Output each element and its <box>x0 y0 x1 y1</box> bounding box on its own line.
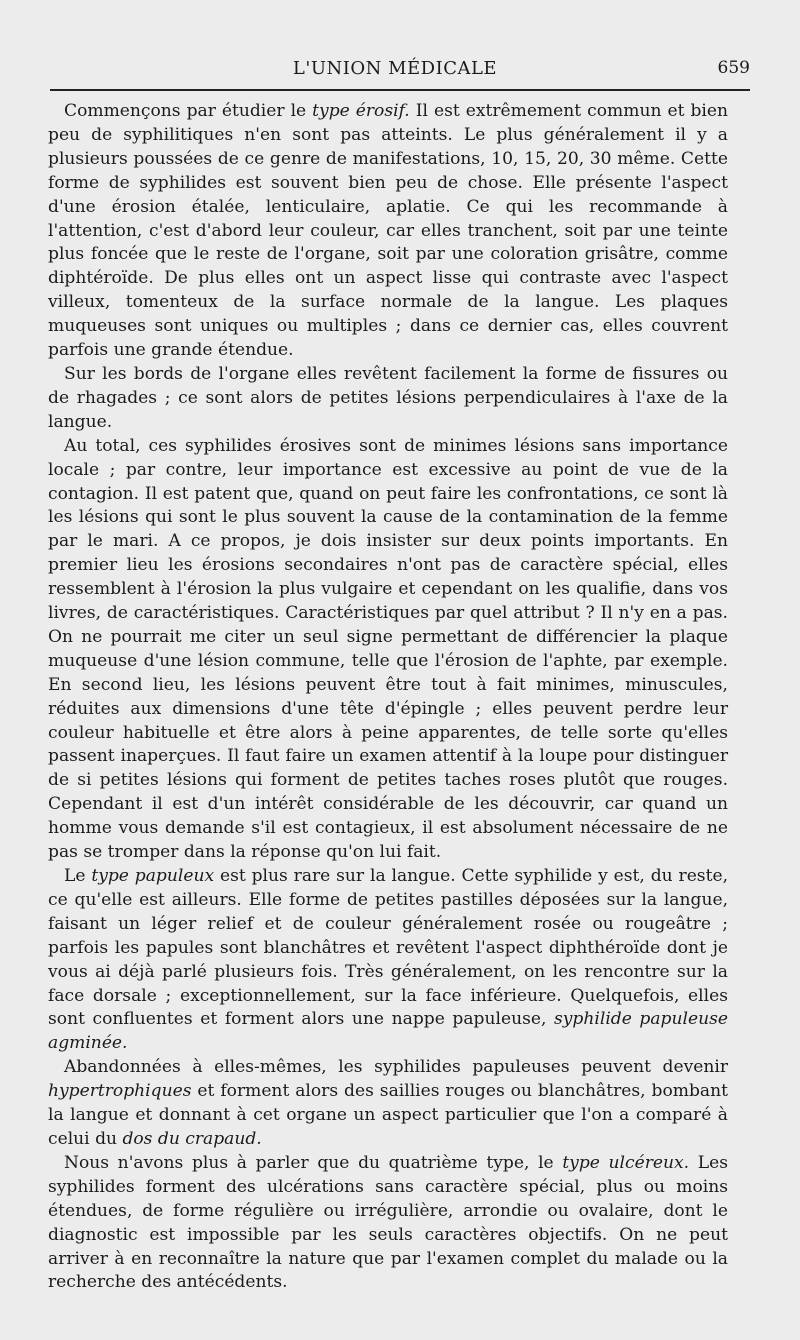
text-run: Sur les bords de l'organe elles revêtent facilement la forme de fissures ou de rhagades ; ce sont alors de petites lésions perpendiculaires à l'axe de la langue. <box>48 363 728 432</box>
header-rule <box>50 89 750 91</box>
italic-term: dos du crapaud. <box>122 1128 262 1149</box>
running-header <box>50 58 750 88</box>
paragraph <box>48 100 728 363</box>
text-run: Il est extrêmement commun et bien peu de syphilitiques n'en sont pas atteints. Le plus généralement il y a plusieurs poussées de ce genre de manifestations, 10, 15, 20, 30 même. Cette forme de syphilides est souvent bien peu de chose. Elle présente l'aspect d'une érosion étalée, lenticulaire, aplatie. Ce qui les recommande à l'attention, c'est d'abord leur couleur, car elles tranchent, soit par une teinte plus foncée que le reste de l'organe, soit par une coloration grisâtre, comme diphtéroïde. De plus elles ont un aspect lisse qui contraste avec l'aspect villeux, tomenteux de la surface normale de la langue. Les plaques muqueuses sont uniques ou multiples ; dans ce dernier cas, elles couvrent parfois une grande étendue. <box>48 101 729 361</box>
italic-term: type érosif. <box>312 101 410 121</box>
text-run: Commençons par étudier le <box>64 101 313 121</box>
text-run: et forment alors des saillies rouges ou blanchâtres, bombant la langue et donnant à cet organe un aspect particulier que l'on a comparé à celui du <box>48 1081 728 1149</box>
text-run: Les syphilides forment des ulcérations sans caractère spécial, plus ou moins étendues, de forme régulière ou irrégulière, arrondie ou ovalaire, dont le diagnostic est impossible par les seuls caractères objectifs. On ne peut arriver à en reconnaître la nature que par l'examen complet du malade ou la recherche des antécédents. <box>48 1152 728 1293</box>
journal-title: L'UNION MÉDICALE <box>292 58 498 79</box>
italic-term: type papuleux <box>91 866 215 886</box>
text-run: Abandonnées à elles-mêmes, les syphilides papuleuses peuvent devenir <box>64 1057 728 1078</box>
text-run: Le <box>64 866 92 886</box>
paragraph <box>48 435 728 865</box>
paragraph <box>48 1056 728 1152</box>
italic-term: hypertrophiques <box>48 1081 192 1102</box>
paragraph <box>48 1152 728 1295</box>
paragraph <box>48 865 728 1056</box>
text-run: Nous n'avons plus à parler que du quatrième type, le <box>64 1152 563 1173</box>
italic-term: type ulcéreux. <box>562 1152 690 1173</box>
text-run: est plus rare sur la langue. Cette syphilide y est, du reste, ce qu'elle est ailleurs. Elle forme de petites pastilles déposées sur la langue, faisant un léger relief et de couleur généralement rosée ou rougeâtre ; parfois les papules sont blanchâtres et revêtent l'aspect diphthéroïde dont je vous ai déjà parlé plusieurs fois. Très généralement, on les rencontre sur la face dorsale ; exceptionnellement, sur la face inférieure. Quelquefois, elles sont confluentes et forment alors une nappe papuleuse, <box>48 866 728 1030</box>
article-body <box>48 100 728 1295</box>
italic-term: syphilide papuleuse agminée. <box>48 1009 728 1054</box>
page-number: 659 <box>717 58 750 78</box>
text-run: Au total, ces syphilides érosives sont de minimes lésions sans importance locale ; par contre, leur importance est excessive au point de vue de la contagion. Il est patent que, quand on peut faire les confrontations, ce sont là les lésions qui sont le plus souvent la cause de la contamination de la femme par le mari. A ce propos, je dois insister sur deux points importants. En premier lieu les érosions secondaires n'ont pas de caractère spécial, elles ressemblent à l'érosion la plus vulgaire et cependant on les qualifie, dans vos livres, de caractéristiques. Caractéristiques par quel attribut ? Il n'y en a pas. On ne pourrait me citer un seul signe permettant de différencier la plaque muqueuse d'une lésion commune, telle que l'érosion de l'aphte, par exemple. En second lieu, les lésions peuvent être tout à fait minimes, minuscules, réduites aux dimensions d'une tête d'épingle ; elles peuvent perdre leur couleur habituelle et être alors à peine apparentes, de telle sorte qu'elles passent inaperçues. Il faut faire un examen attentif à la loupe pour distinguer de si petites lésions qui forment de petites taches roses plutôt que rouges. Cependant il est d'un intérêt considérable de les découvrir, car quand un homme vous demande s'il est contagieux, il est absolument nécessaire de ne pas se tromper dans la réponse qu'on lui fait. <box>48 435 728 863</box>
paragraph <box>48 363 728 435</box>
